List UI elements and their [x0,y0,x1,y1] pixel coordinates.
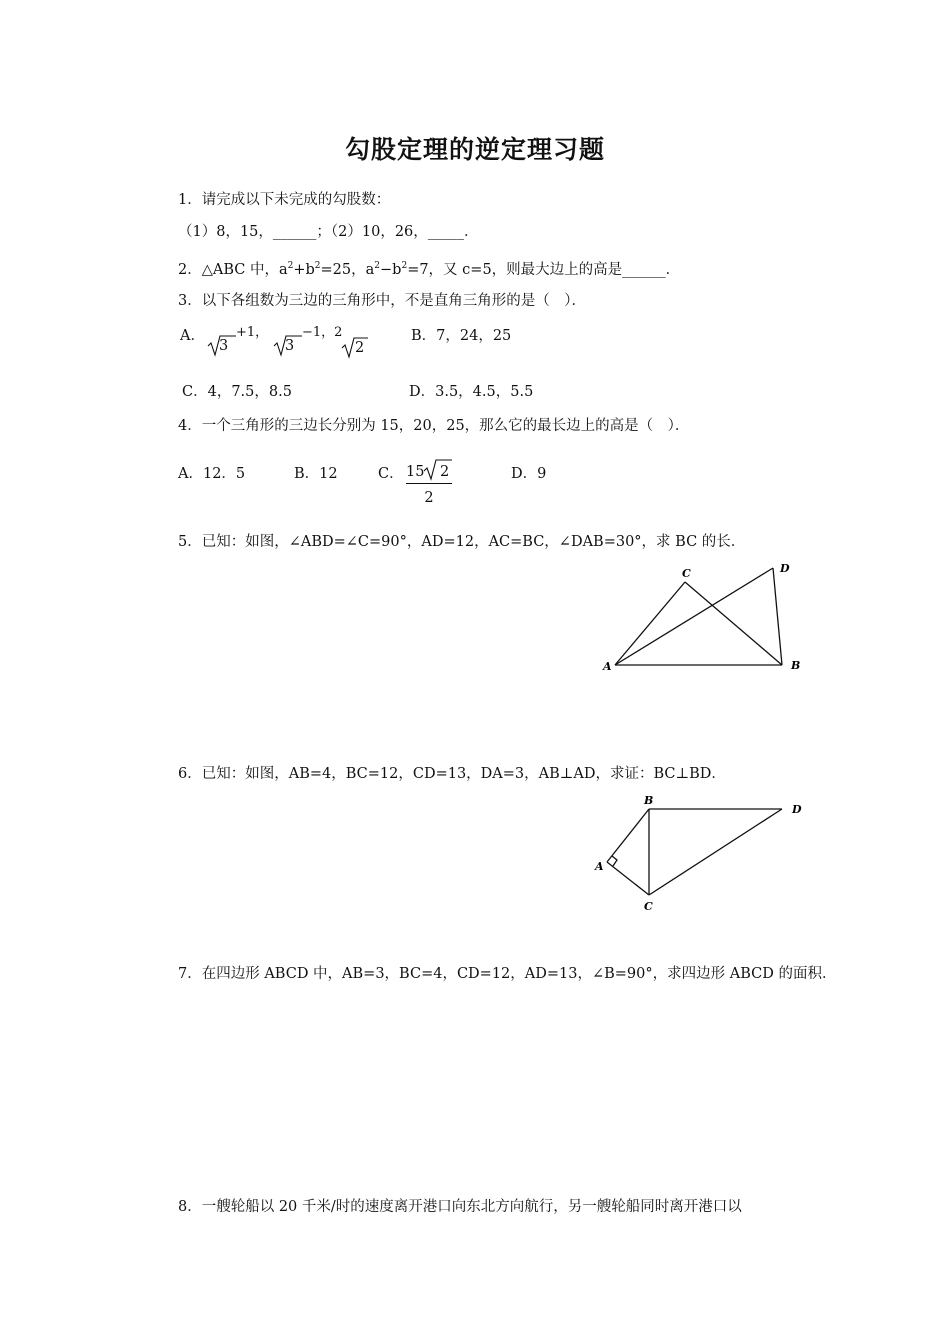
q3-a-radicand-1: 3 [219,338,229,354]
q3-a-radicand-2: 3 [285,338,295,354]
q3-a-minus: −1，2 [302,325,343,340]
q4-option-c-fraction [404,456,454,508]
segment-cb [685,582,782,665]
segment-db [773,568,782,665]
q4-option-c-label: C． [378,466,404,482]
q3-option-d: D．3.5，4.5，5.5 [409,384,534,400]
question-1-sub: （1）8，15，______；（2）10，26，_____． [178,224,479,240]
right-angle-mark [612,856,617,866]
q2-post: =7，又 c=5，则最大边上的高是______． [407,262,681,278]
q5-figure [600,562,810,677]
q3-option-b: B．7，24，25 [411,328,512,344]
segment-ad [615,568,773,665]
fraction-denominator: 2 [424,490,434,506]
page-title: 勾股定理的逆定理习题 [344,135,605,164]
q2-mid2: =25，a [320,262,375,278]
question-1-stem: 1．请完成以下未完成的勾股数： [178,192,391,208]
fraction-coefficient: 15 [406,464,425,480]
q6-figure [590,790,810,915]
q4-option-b: B．12 [294,466,338,482]
question-6-stem: 6．已知：如图，AB=4，BC=12，CD=13，DA=3，AB⊥AD，求证：BC⊥BD． [178,766,726,782]
exp: 2 [314,261,321,271]
question-4-stem: 4．一个三角形的三边长分别为 15，20，25，那么它的最长边上的高是（ ）． [178,418,690,434]
q4-option-a: A．12．5 [178,466,246,482]
segment-cd [649,809,782,895]
exp: 2 [287,261,294,271]
segment-ac [615,582,685,665]
fraction-bar [406,483,452,484]
segment-ba [607,809,649,862]
q2-mid3: −b [380,262,402,278]
question-8-stem: 8．一艘轮船以 20 千米/时的速度离开港口向东北方向航行，另一艘轮船同时离开港口以 [178,1199,742,1215]
point-a-label: A [603,660,612,673]
question-2-stem [178,256,680,280]
segment-ac [607,862,649,895]
point-a-label: A [595,860,604,873]
q2-mid1: +b [293,262,315,278]
q3-option-c: C．4，7.5，8.5 [182,384,292,400]
q2-pre: 2．△ABC 中，a [178,262,288,278]
q4-option-d: D．9 [511,466,547,482]
q3-a-radicand-3: 2 [355,340,365,356]
exp: 2 [374,261,381,271]
question-3-stem: 3．以下各组数为三边的三角形中，不是直角三角形的是（ ）． [178,293,586,309]
exp: 2 [401,261,408,271]
point-b-label: B [791,659,801,672]
point-c-label: C [682,567,691,580]
question-5-stem: 5．已知：如图，∠ABD=∠C=90°，AD=12，AC=BC，∠DAB=30°，求 BC 的长． [178,534,746,550]
point-b-label: B [644,794,654,807]
question-7-stem: 7．在四边形 ABCD 中，AB=3，BC=4，CD=12，AD=13，∠B=90°，求四边形 ABCD 的面积． [178,966,837,982]
point-d-label: D [792,803,802,816]
point-d-label: D [780,562,790,575]
q3-option-a-label: A． [180,328,205,344]
fraction-radicand: 2 [440,464,450,480]
point-c-label: C [644,900,653,913]
q3-a-plus: +1， [236,325,269,340]
